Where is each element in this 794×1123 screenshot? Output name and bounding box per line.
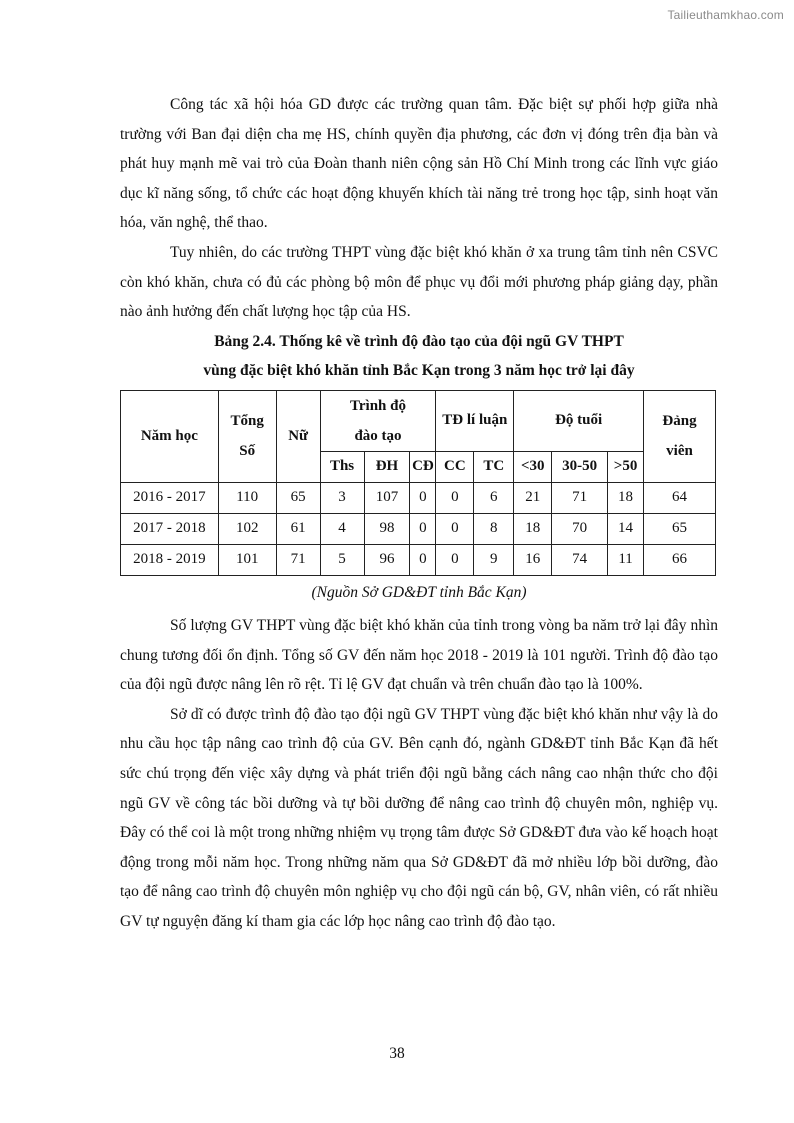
- cell-party: 65: [644, 513, 716, 544]
- header-year: Năm học: [121, 390, 219, 482]
- cell-age-30-50: 71: [552, 482, 608, 513]
- cell-cd: 0: [410, 544, 436, 575]
- cell-age-lt30: 21: [514, 482, 552, 513]
- cell-age-30-50: 70: [552, 513, 608, 544]
- cell-year: 2018 - 2019: [121, 544, 219, 575]
- cell-age-gt50: 18: [608, 482, 644, 513]
- table-row: [121, 513, 716, 544]
- paragraph: Sở dĩ có được trình độ đào tạo đội ngũ GV THPT vùng đặc biệt khó khăn như vậy là do nhu cầu học tập nâng cao trình độ của GV. Bên cạnh đó, ngành GD&ĐT tỉnh Bắc Kạn đã hết sức chú trọng đến việc xây dựng và phát triển đội ngũ bằng cách nâng cao nhận thức cho đội ngũ GV về công tác bồi dưỡng và tự bồi dưỡng để nâng cao trình độ chuyên môn, nghiệp vụ. Đây có thể coi là một trong những nhiệm vụ trọng tâm được Sở GD&ĐT đưa vào kế hoạch hoạt động trong mỗi năm học. Trong những năm qua Sở GD&ĐT đã mở nhiều lớp bồi dưỡng, đào tạo để nâng cao trình độ chuyên môn nghiệp vụ cho đội ngũ cán bộ, GV, nhân viên, có rất nhiều GV tự nguyện đăng kí tham gia các lớp học nâng cao trình độ đào tạo.: [120, 705, 718, 930]
- cell-cc: 0: [436, 544, 474, 575]
- teacher-stats-table: [120, 390, 716, 576]
- cell-age-gt50: 14: [608, 513, 644, 544]
- cell-ths: 3: [320, 482, 364, 513]
- cell-party: 66: [644, 544, 716, 575]
- cell-female: 65: [276, 482, 320, 513]
- cell-cd: 0: [410, 482, 436, 513]
- cell-ths: 4: [320, 513, 364, 544]
- header-age-gt50: >50: [608, 451, 644, 482]
- cell-age-30-50: 74: [552, 544, 608, 575]
- header-theory: TĐ lí luận: [436, 390, 514, 451]
- cell-year: 2016 - 2017: [121, 482, 219, 513]
- table-caption-line-2: vùng đặc biệt khó khăn tỉnh Bắc Kạn trong 3 năm học trở lại đây: [203, 362, 635, 380]
- cell-tc: 8: [474, 513, 514, 544]
- watermark-text: Tailieuthamkhao.com: [667, 8, 784, 22]
- table-caption-line-1: Bảng 2.4. Thống kê về trình độ đào tạo của đội ngũ GV THPT: [214, 332, 624, 350]
- page-number: 38: [389, 1045, 405, 1062]
- cell-age-lt30: 18: [514, 513, 552, 544]
- cell-female: 61: [276, 513, 320, 544]
- header-total: Tổng Số: [218, 390, 276, 482]
- cell-cd: 0: [410, 513, 436, 544]
- header-party: Đảng viên: [644, 390, 716, 482]
- page-content: [120, 90, 718, 936]
- cell-ths: 5: [320, 544, 364, 575]
- header-age: Độ tuổi: [514, 390, 644, 451]
- header-ths: Ths: [320, 451, 364, 482]
- cell-dh: 107: [364, 482, 410, 513]
- cell-age-gt50: 11: [608, 544, 644, 575]
- header-age-30-50: 30-50: [552, 451, 608, 482]
- header-dh: ĐH: [364, 451, 410, 482]
- paragraph: Số lượng GV THPT vùng đặc biệt khó khăn của tỉnh trong vòng ba năm trở lại đây nhìn chung tương đối ổn định. Tổng số GV đến năm học 2018 - 2019 là 101 người. Trình độ đào tạo của đội ngũ được nâng lên rõ rệt. Tỉ lệ GV đạt chuẩn và trên chuẩn đào tạo là 100%.: [120, 616, 718, 694]
- header-female: Nữ: [276, 390, 320, 482]
- cell-cc: 0: [436, 513, 474, 544]
- cell-year: 2017 - 2018: [121, 513, 219, 544]
- header-age-lt30: <30: [514, 451, 552, 482]
- cell-tc: 6: [474, 482, 514, 513]
- cell-age-lt30: 16: [514, 544, 552, 575]
- cell-dh: 98: [364, 513, 410, 544]
- table-row: [121, 482, 716, 513]
- cell-total: 110: [218, 482, 276, 513]
- paragraph: Công tác xã hội hóa GD được các trường quan tâm. Đặc biệt sự phối hợp giữa nhà trường với Ban đại diện cha mẹ HS, chính quyền địa phương, các đơn vị đóng trên địa bàn và phát huy mạnh mẽ vai trò của Đoàn thanh niên cộng sản Hồ Chí Minh trong các lĩnh vực giáo dục kĩ năng sống, tổ chức các hoạt động khuyến khích tài năng trẻ trong học tập, sinh hoạt văn hóa, văn nghệ, thể thao.: [120, 96, 718, 232]
- cell-party: 64: [644, 482, 716, 513]
- cell-tc: 9: [474, 544, 514, 575]
- table-source: (Nguồn Sở GD&ĐT tỉnh Bắc Kạn): [311, 583, 527, 601]
- cell-female: 71: [276, 544, 320, 575]
- paragraph: Tuy nhiên, do các trường THPT vùng đặc biệt khó khăn ở xa trung tâm tỉnh nên CSVC còn khó khăn, chưa có đủ các phòng bộ môn để phục vụ đổi mới phương pháp giảng dạy, phần nào ảnh hưởng đến chất lượng học tập của HS.: [120, 243, 718, 321]
- header-cd: CĐ: [410, 451, 436, 482]
- cell-total: 101: [218, 544, 276, 575]
- cell-cc: 0: [436, 482, 474, 513]
- header-cc: CC: [436, 451, 474, 482]
- header-degree: Trình độ đào tạo: [320, 390, 436, 451]
- cell-total: 102: [218, 513, 276, 544]
- table-row: [121, 544, 716, 575]
- header-tc: TC: [474, 451, 514, 482]
- cell-dh: 96: [364, 544, 410, 575]
